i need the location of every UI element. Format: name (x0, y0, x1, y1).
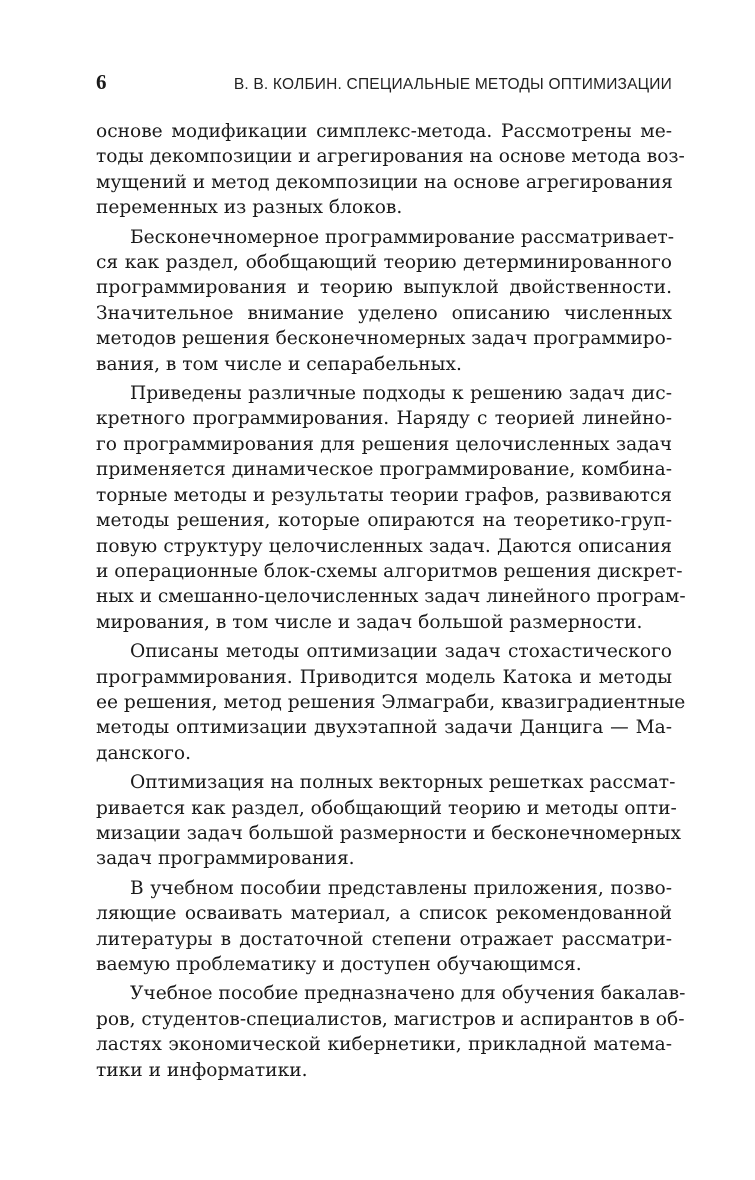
text-line: тоды декомпозиции и агрегирования на основе метода воз- (96, 146, 685, 168)
page-number: 6 (96, 70, 107, 94)
text-line: методы решения, которые опираются на теоретико-груп- (96, 510, 672, 532)
paragraph-4 (96, 639, 686, 766)
text-line: ее решения, метод решения Элмаграби, квазиградиентные (96, 691, 686, 713)
text-line: ривается как раздел, обобщающий теорию и методы опти- (96, 797, 677, 819)
text-line: ваемую проблематику и доступен обучающимся. (96, 954, 582, 975)
text-line: ров, студентов-специалистов, магистров и аспирантов в об- (96, 1008, 685, 1030)
paragraph-2 (96, 225, 675, 377)
text-line: основе модификации симплекс-метода. Рассмотрены ме- (96, 121, 672, 142)
book-page (96, 70, 686, 1083)
text-line: Приведены различные подходы к решению задач дис- (130, 383, 672, 405)
text-line: методов решения бесконечномерных задач программиро- (96, 328, 673, 350)
paragraph-7 (96, 981, 686, 1083)
text-line: литературы в достаточной степени отражает рассматри- (96, 928, 672, 950)
text-line: переменных из разных блоков. (96, 197, 403, 219)
text-line: программирования. Приводится модель Катока и методы (96, 666, 672, 688)
running-title: В. В. КОЛБИН. СПЕЦИАЛЬНЫЕ МЕТОДЫ ОПТИМИЗАЦИИ (233, 76, 672, 93)
paragraph-5 (96, 770, 681, 872)
text-line: ляющие осваивать материал, а список рекомендованной (96, 903, 672, 925)
text-line: ных и смешанно-целочисленных задач линейного програм- (96, 586, 686, 608)
text-line: повую структуру целочисленных задач. Даются описания (96, 535, 672, 557)
text-line: задач программирования. (96, 848, 355, 870)
running-head (96, 70, 672, 100)
text-line: кретного программирования. Наряду с теорией линейно- (96, 408, 672, 430)
text-line: вания, в том числе и сепарабельных. (96, 353, 462, 375)
text-line: методы оптимизации двухэтапной задачи Данцига — Ма- (96, 717, 672, 739)
text-line: программирования и теорию выпуклой двойственности. (96, 277, 672, 299)
text-line: го программирования для решения целочисленных задач (96, 433, 672, 455)
text-line: тики и информатики. (96, 1059, 308, 1081)
text-line: В учебном пособии представлены приложения, позво- (130, 877, 672, 899)
text-line: и операционные блок-схемы алгоритмов решения дискрет- (96, 560, 683, 582)
text-line: мирования, в том числе и задач большой размерности. (96, 611, 643, 633)
text-line: ластях экономической кибернетики, прикладной матема- (96, 1034, 672, 1056)
body-text (96, 119, 686, 1083)
text-line: торные методы и результаты теории графов, развиваются (96, 484, 672, 506)
text-line: применяется динамическое программирование, комбина- (96, 459, 672, 481)
text-line: Значительное внимание уделено описанию численных (96, 302, 672, 324)
text-line: Описаны методы оптимизации задач стохастического (130, 641, 672, 663)
text-line: мизации задач большой размерности и бесконечномерных (96, 822, 681, 844)
text-line: данского. (96, 742, 192, 764)
text-line: ся как раздел, обобщающий теорию детерминированного (96, 252, 672, 274)
paragraph-6 (96, 876, 672, 978)
paragraph-3 (96, 381, 686, 635)
text-line: мущений и метод декомпозиции на основе агрегирования (96, 171, 673, 193)
text-line: Бесконечномерное программирование рассматривает- (130, 226, 675, 248)
text-line: Оптимизация на полных векторных решетках рассмат- (130, 772, 676, 794)
text-line: Учебное пособие предназначено для обучения бакалав- (130, 983, 686, 1005)
paragraph-1 (96, 119, 685, 221)
